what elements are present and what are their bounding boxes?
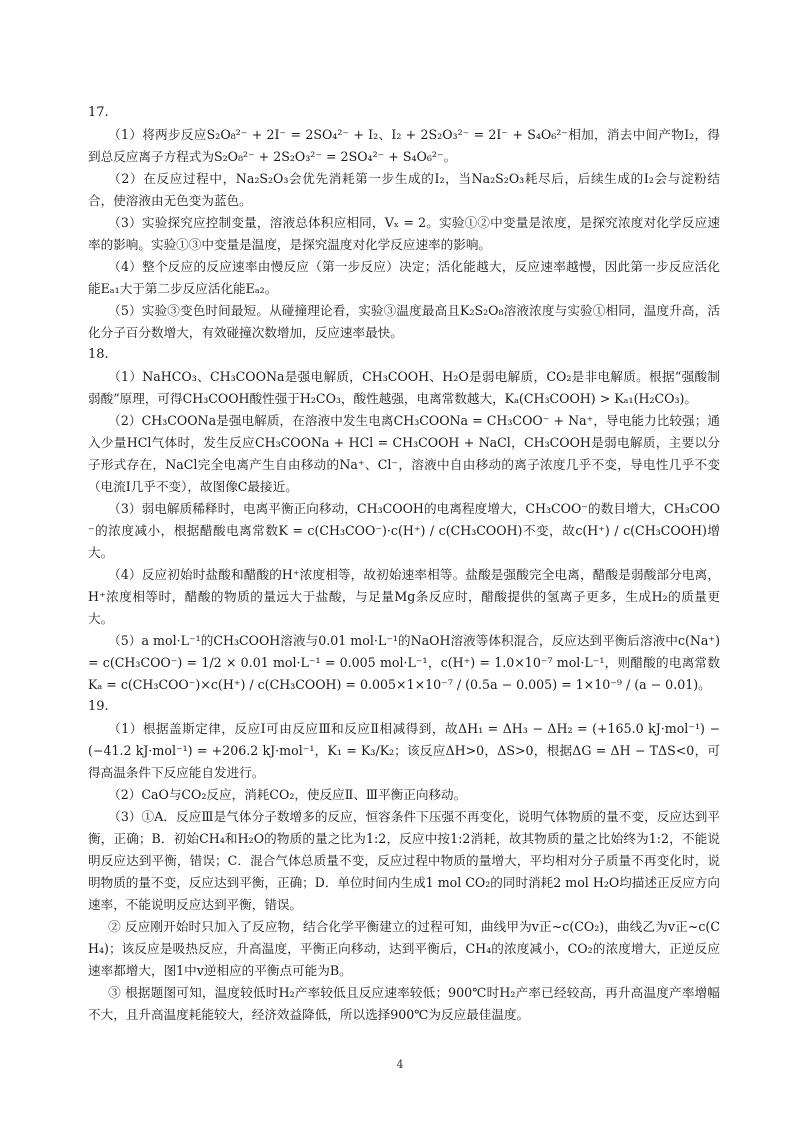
q17-part1: （1）将两步反应S₂O₈²⁻ + 2I⁻ = 2SO₄²⁻ + I₂、I₂ + 2S₂O₃²⁻ = 2I⁻ + S₄O₆²⁻相加，消去中间产物I₂，得到总反应离子方程式为S₂O₈²⁻ + 2S₂O₃²⁻ = 2SO₄²⁻ + S₄O₆²⁻。 xyxy=(88,127,720,164)
q17-part4: （4）整个反应的反应速率由慢反应（第一步反应）决定；活化能越大，反应速率越慢，因此第一步反应活化能Eₐ₁大于第二步反应活化能Eₐ₂。 xyxy=(88,259,720,296)
answer-page xyxy=(88,102,720,1026)
q18-part4: （4）反应初始时盐酸和醋酸的H⁺浓度相等，故初始速率相等。盐酸是强酸完全电离，醋酸是弱酸部分电离，H⁺浓度相等时，醋酸的物质的量远大于盐酸，与足量Mg条反应时，醋酸提供的氢离子更多，生成H₂的质量更大。 xyxy=(88,567,720,626)
q17-part3: （3）实验探究应控制变量，溶液总体积应相同，Vₓ = 2。实验①②中变量是浓度，是探究浓度对化学反应速率的影响。实验①③中变量是温度，是探究温度对化学反应速率的影响。 xyxy=(88,215,720,252)
q19-part2: （2）CaO与CO₂反应，消耗CO₂，使反应Ⅱ、Ⅲ平衡正向移动。 xyxy=(108,787,467,802)
q18-part2: （2）CH₃COONa是强电解质，在溶液中发生电离CH₃COONa = CH₃COO⁻ + Na⁺，导电能力比较强；通入少量HCl气体时，发生反应CH₃COONa + HCl = CH₃COOH + NaCl，CH₃COOH是弱电解质，主要以分子形式存在，NaCl完全电离产生自由移动的Na⁺、Cl⁻，溶液中自由移动的离子浓度几乎不变，导电性几乎不变（电流I几乎不变），故图像C最接近。 xyxy=(88,413,720,494)
q18-part1: （1）NaHCO₃、CH₃COONa是强电解质，CH₃COOH、H₂O是弱电解质，CO₂是非电解质。根据“强酸制弱酸”原理，可得CH₃COOH酸性强于H₂CO₃，酸性越强，电离常数越大，Kₐ(CH₃COOH) > Kₐ₁(H₂CO₃)。 xyxy=(88,369,720,406)
question-number-17: 17. xyxy=(88,105,109,120)
q19-part3-2: ② 反应刚开始时只加入了反应物，结合化学平衡建立的过程可知，曲线甲为v正~c(CO₂)，曲线乙为v正~c(CH₄)；该反应是吸热反应，升高温度，平衡正向移动，达到平衡后，CH₄的浓度减小，CO₂的浓度增大，正逆反应速率都增大，图1中v逆相应的平衡点可能为B。 xyxy=(88,919,720,978)
question-number-18: 18. xyxy=(88,347,109,362)
q17-part2: （2）在反应过程中，Na₂S₂O₃会优先消耗第一步生成的I₂，当Na₂S₂O₃耗尽后，后续生成的I₂会与淀粉结合，使溶液由无色变为蓝色。 xyxy=(88,171,720,208)
q19-part3-1: （3）①A．反应Ⅲ是气体分子数增多的反应，恒容条件下压强不再变化，说明气体物质的量不变，反应达到平衡，正确；B．初始CH₄和H₂O的物质的量之比为1:2，反应中按1:2消耗，故其物质的量之比始终为1:2，不能说明反应达到平衡，错误；C．混合气体总质量不变，反应过程中物质的量增大，平均相对分子质量不再变化时，说明物质的量不变，反应达到平衡，正确；D．单位时间内生成1 mol CO₂的同时消耗2 mol H₂O均描述正反应方向速率，不能说明反应达到平衡，错误。 xyxy=(88,809,720,912)
page-number: 4 xyxy=(396,1058,404,1071)
q18-part5: （5）a mol·L⁻¹的CH₃COOH溶液与0.01 mol·L⁻¹的NaOH溶液等体积混合，反应达到平衡后溶液中c(Na⁺) = c(CH₃COO⁻) = 1/2 × 0.01 mol·L⁻¹ = 0.005 mol·L⁻¹，c(H⁺) = 1.0×10⁻⁷ mol·L⁻¹，则醋酸的电离常数Kₐ = c(CH₃COO⁻)×c(H⁺) / c(CH₃COOH) = 0.005×1×10⁻⁷ / (0.5a − 0.005) = 1×10⁻⁹ / (a − 0.01)。 xyxy=(88,633,720,692)
question-number-19: 19. xyxy=(88,699,109,714)
q17-part5: （5）实验③变色时间最短。从碰撞理论看，实验③温度最高且K₂S₂O₈溶液浓度与实验①相同，温度升高，活化分子百分数增大，有效碰撞次数增加，反应速率最快。 xyxy=(88,303,720,340)
q19-part1: （1）根据盖斯定律，反应Ⅰ可由反应Ⅲ和反应Ⅱ相减得到，故ΔH₁ = ΔH₃ − ΔH₂ = (+165.0 kJ·mol⁻¹) − (−41.2 kJ·mol⁻¹) = +206.2 kJ·mol⁻¹，K₁ = K₃/K₂；该反应ΔH>0，ΔS>0，根据ΔG = ΔH − TΔS<0，可得高温条件下反应能自发进行。 xyxy=(88,721,720,780)
q18-part3: （3）弱电解质稀释时，电离平衡正向移动，CH₃COOH的电离程度增大，CH₃COO⁻的数目增大，CH₃COO⁻的浓度减小，根据醋酸电离常数K = c(CH₃COO⁻)·c(H⁺) / c(CH₃COOH)不变，故c(H⁺) / c(CH₃COOH)增大。 xyxy=(88,501,720,560)
q19-part3-3: ③ 根据题图可知，温度较低时H₂产率较低且反应速率较低；900℃时H₂产率已经较高，再升高温度产率增幅不大，且升高温度耗能较大，经济效益降低，所以选择900℃为反应最佳温度。 xyxy=(88,985,720,1022)
